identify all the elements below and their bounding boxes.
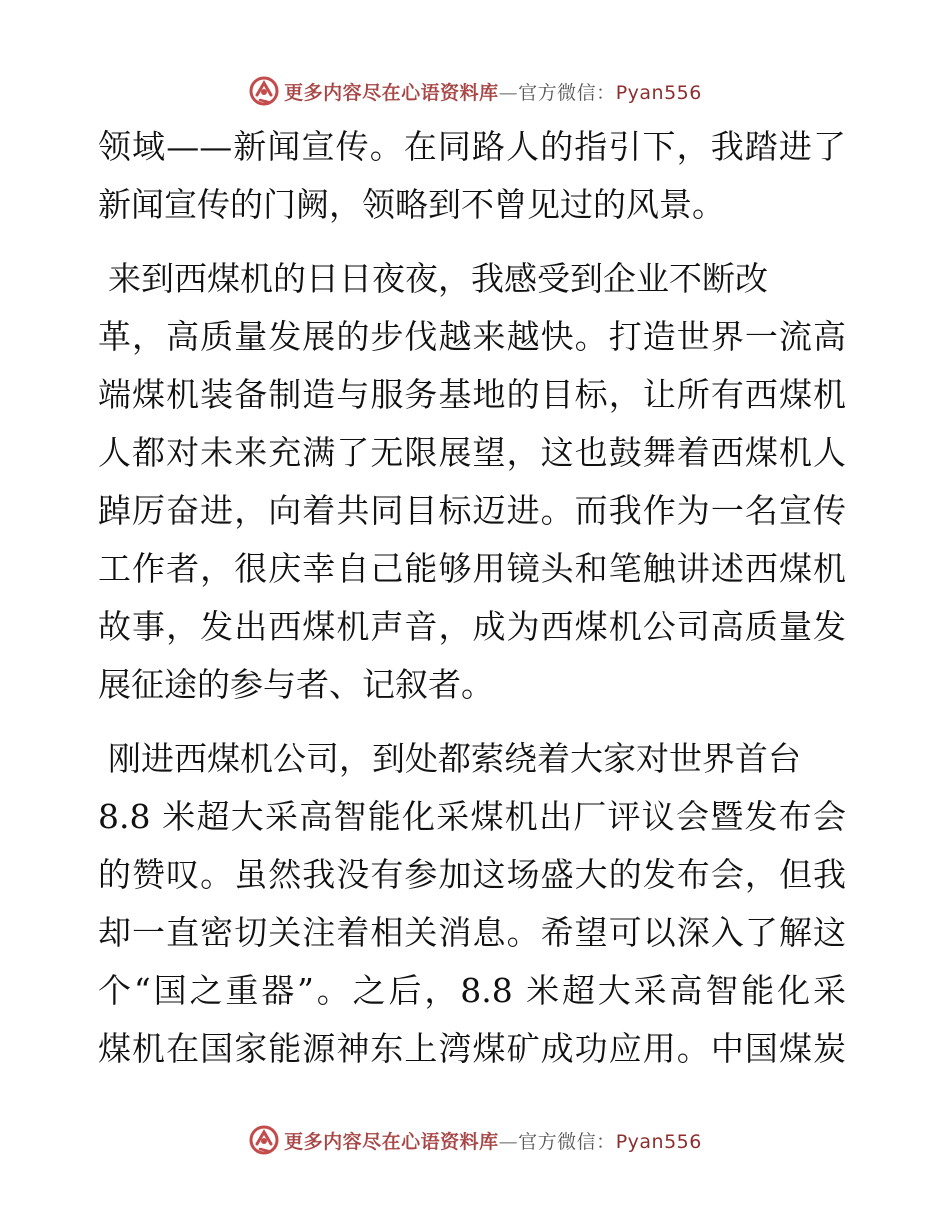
watermark-wechat-label: 官方微信： (518, 1130, 616, 1153)
text-line: 煤机在国家能源神东上湾煤矿成功应用。中国煤炭 (98, 1029, 846, 1068)
text-line: 个“国之重器”。之后，8.8 米超大采高智能化采 (98, 971, 846, 1010)
text-line: 新闻宣传的门阙，领略到不曾见过的风景。 (98, 185, 725, 224)
watermark-wechat-label: 官方微信： (518, 81, 616, 104)
paragraph-first-line: 刚进西煤机公司，到处都萦绕着大家对世界首台 (108, 739, 801, 778)
watermark-main-text: 更多内容尽在心语资料库 (284, 81, 499, 104)
ribbon-badge-icon (248, 1124, 280, 1156)
footer-watermark (0, 1120, 950, 1160)
watermark-handle: Pyan556 (615, 1130, 702, 1153)
text-line: 展征途的参与者、记叙者。 (98, 665, 494, 704)
text-line: 故事，发出西煤机声音，成为西煤机公司高质量发 (98, 607, 846, 646)
watermark-handle: Pyan556 (615, 81, 702, 104)
paragraph-first-line: 来到西煤机的日日夜夜，我感受到企业不断改 (108, 259, 768, 298)
watermark-separator: — (498, 81, 519, 104)
text-line: 8.8 米超大采高智能化采煤机出厂评议会暨发布会 (98, 797, 846, 836)
text-line: 人都对未来充满了无限展望，这也鼓舞着西煤机人 (98, 433, 846, 472)
watermark-text (284, 1127, 702, 1154)
text-line: 踔厉奋进，向着共同目标迈进。而我作为一名宣传 (98, 491, 846, 530)
ribbon-badge-icon (248, 75, 280, 107)
text-line: 革，高质量发展的步伐越来越快。打造世界一流高 (98, 317, 846, 356)
watermark-text (284, 78, 702, 105)
text-line: 却一直密切关注着相关消息。希望可以深入了解这 (98, 913, 846, 952)
watermark-separator: — (498, 1130, 519, 1153)
watermark-main-text: 更多内容尽在心语资料库 (284, 1130, 499, 1153)
header-watermark (0, 71, 950, 111)
text-line: 端煤机装备制造与服务基地的目标，让所有西煤机 (98, 375, 846, 414)
text-line: 领域——新闻宣传。在同路人的指引下，我踏进了 (98, 127, 846, 166)
text-line: 的赞叹。虽然我没有参加这场盛大的发布会，但我 (98, 855, 846, 894)
text-line: 工作者，很庆幸自己能够用镜头和笔触讲述西煤机 (98, 549, 846, 588)
